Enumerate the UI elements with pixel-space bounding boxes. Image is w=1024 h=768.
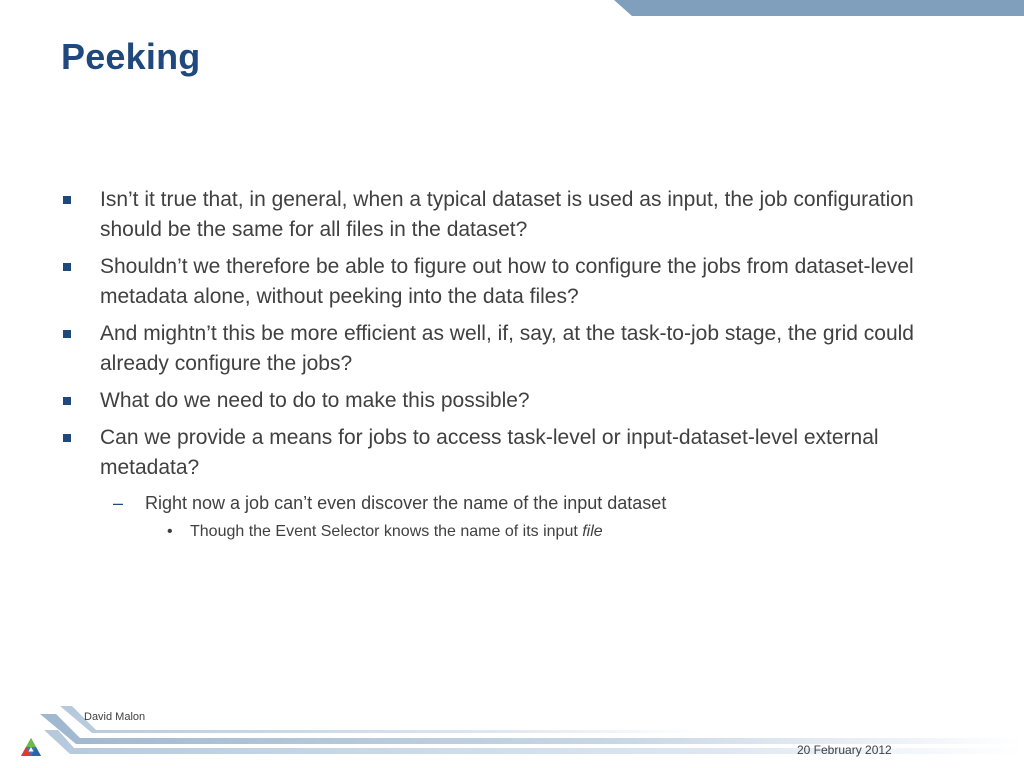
sub-sub-bullet-text: Though the Event Selector knows the name of its input [190, 523, 583, 540]
bullet-item [60, 185, 980, 245]
sub-sub-bullet-italic-text: file [582, 523, 603, 540]
bullet-list [60, 185, 980, 544]
dash-bullet-icon: – [113, 493, 124, 513]
square-bullet-icon [63, 330, 71, 338]
bullet-text: Can we provide a means for jobs to access task-level or input-dataset-level external metadata? [100, 426, 879, 479]
header-accent-bar [614, 0, 1024, 16]
footer-author: David Malon [84, 711, 146, 723]
sub-bullet-text: Right now a job can’t even discover the name of the input dataset [145, 493, 667, 513]
bullet-text: Shouldn’t we therefore be able to figure out how to configure the jobs from dataset-level metadata alone, without peeking into the data files? [100, 255, 914, 308]
footer-date: 20 February 2012 [797, 743, 892, 757]
bullet-item [60, 423, 980, 483]
bullet-item [60, 252, 980, 312]
bullet-text: Isn’t it true that, in general, when a typical dataset is used as input, the job configuration should be the same for all files in the dataset? [100, 188, 914, 241]
lab-logo-icon [20, 737, 42, 759]
bullet-text: What do we need to do to make this possible? [100, 389, 530, 412]
bullet-item [60, 386, 980, 416]
square-bullet-icon [63, 397, 71, 405]
square-bullet-icon [63, 263, 71, 271]
square-bullet-icon [63, 196, 71, 204]
dot-bullet-icon: • [167, 523, 173, 540]
sub-bullet-item [60, 490, 980, 516]
slide-title: Peeking [61, 36, 201, 77]
footer-stripes [0, 700, 1024, 768]
bullet-item [60, 319, 980, 379]
sub-sub-bullet-item [60, 520, 980, 544]
bullet-text: And mightn’t this be more efficient as well, if, say, at the task-to-job stage, the grid could already configure the jobs? [100, 322, 914, 375]
square-bullet-icon [63, 434, 71, 442]
